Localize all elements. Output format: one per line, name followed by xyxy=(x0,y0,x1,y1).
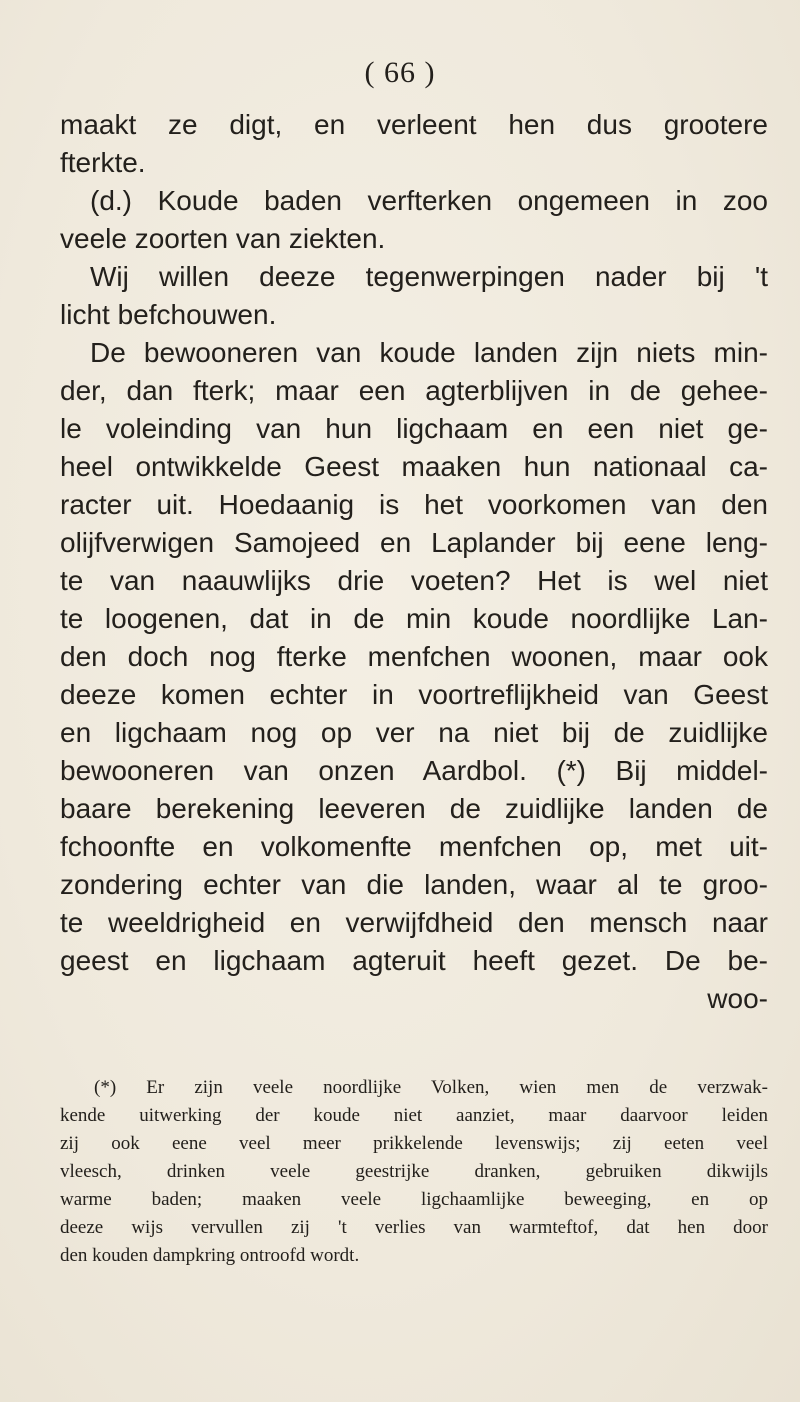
text-line: der, dan fterk; maar een agterblijven in de gehee- xyxy=(60,375,768,406)
text-line: fchoonfte en volkomenfte menfchen op, met uit- xyxy=(60,831,768,862)
text-line: De bewooneren van koude landen zijn niets min- xyxy=(90,337,768,368)
text-line: veele zoorten van ziekten. xyxy=(60,223,386,254)
footnote-line: (*) Er zijn veele noordlijke Volken, wien men de verzwak- xyxy=(94,1077,768,1098)
page-number: ( 66 ) xyxy=(364,56,436,89)
text-line: den doch nog fterke menfchen woonen, maar ook xyxy=(60,641,768,672)
text-line: fterkte. xyxy=(60,147,146,178)
catchword: woo- xyxy=(707,983,768,1014)
footnote-line: kende uitwerking der koude niet aanziet, maar daarvoor leiden xyxy=(60,1105,768,1126)
footnote xyxy=(60,1074,768,1270)
text-line: zondering echter van die landen, waar al te groo- xyxy=(60,869,768,900)
text-line: racter uit. Hoedaanig is het voorkomen van den xyxy=(60,489,768,520)
main-text xyxy=(60,106,768,1018)
text-line: en ligchaam nog op ver na niet bij de zuidlijke xyxy=(60,717,768,748)
text-line: le voleinding van hun ligchaam en een niet ge- xyxy=(60,413,768,444)
text-line: maakt ze digt, en verleent hen dus grootere xyxy=(60,109,768,140)
text-line: te weeldrigheid en verwijfdheid den mensch naar xyxy=(60,907,768,938)
text-line: te loogenen, dat in de min koude noordlijke Lan- xyxy=(60,603,768,634)
footnote-line: deeze wijs vervullen zij 't verlies van warmteftof, dat hen door xyxy=(60,1217,768,1238)
footnote-line: warme baden; maaken veele ligchaamlijke beweeging, en op xyxy=(60,1189,768,1210)
footnote-line: den kouden dampkring ontroofd wordt. xyxy=(60,1245,360,1266)
text-line: heel ontwikkelde Geest maaken hun nationaal ca- xyxy=(60,451,768,482)
text-line: (d.) Koude baden verfterken ongemeen in zoo xyxy=(90,185,768,216)
text-line: licht befchouwen. xyxy=(60,299,277,330)
footnote-line: zij ook eene veel meer prikkelende levenswijs; zij eeten veel xyxy=(60,1133,768,1154)
text-line: geest en ligchaam agteruit heeft gezet. De be- xyxy=(60,945,768,976)
text-line: deeze komen echter in voortreflijkheid van Geest xyxy=(60,679,768,710)
footnote-line: vleesch, drinken veele geestrijke dranken, gebruiken dikwijls xyxy=(60,1161,768,1182)
text-line: baare berekening leeveren de zuidlijke landen de xyxy=(60,793,768,824)
text-line: te van naauwlijks drie voeten? Het is wel niet xyxy=(60,565,768,596)
text-line: Wij willen deeze tegenwerpingen nader bij 't xyxy=(90,261,768,292)
text-line: bewooneren van onzen Aardbol. (*) Bij middel- xyxy=(60,755,768,786)
text-line: olijfverwigen Samojeed en Laplander bij eene leng- xyxy=(60,527,768,558)
